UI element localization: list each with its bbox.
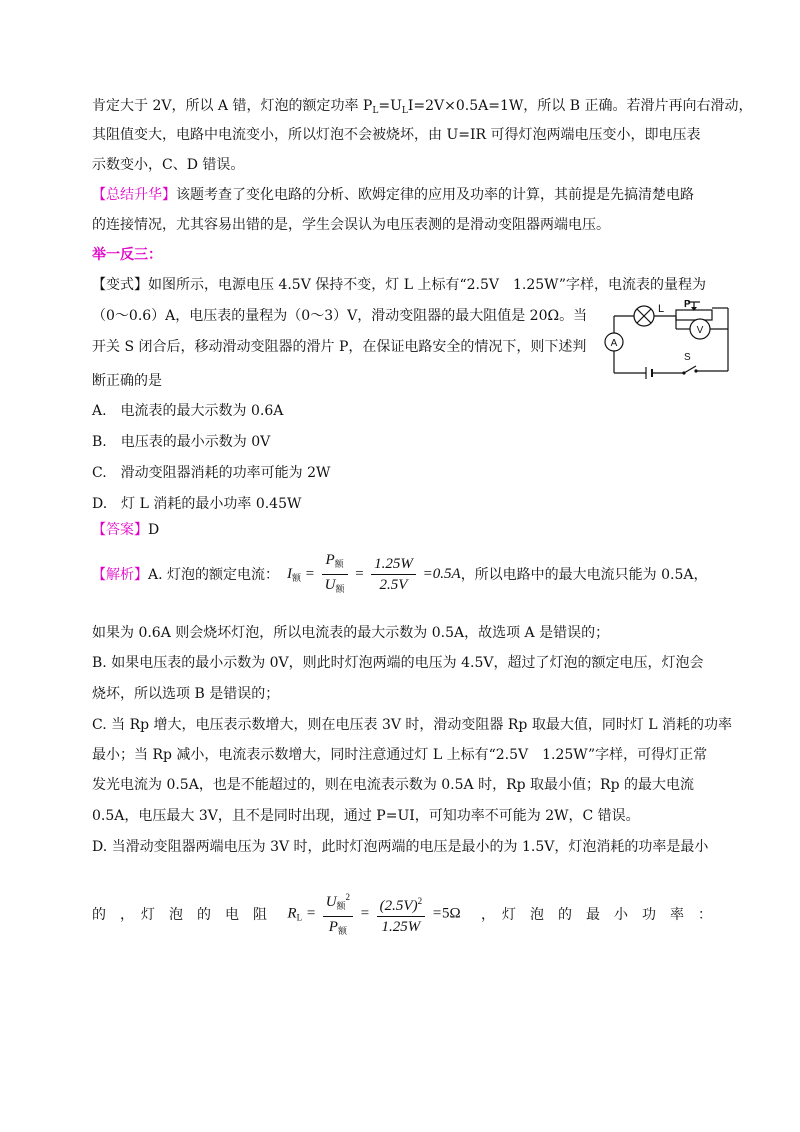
question-line: 开关 S 闭合后，移动滑动变阻器的滑片 P，在保证电路安全的情况下，则下述判 bbox=[92, 339, 587, 355]
analysis-a-line: 【解析】 A. 灯泡的额定电流： $I_额$ = $\frac{P_额}{U_额}$ = $\frac{1.25W}{2.5V}$ =0.5A ，所以电路中的最大电流只能为 0.5A， bbox=[92, 548, 708, 600]
lamp-symbol bbox=[634, 306, 654, 326]
question-line: 【变式】如图所示，电源电压 4.5V 保持不变，灯 L 上标有“2.5V 1.25W”字样，电流表的量程为 bbox=[92, 277, 706, 293]
text-line: 肯定大于 2V，所以 A 错，灯泡的额定功率 $P_L=U_LI=2V\times 0.5A=1W$，所以 B 正确。若滑片再向右滑动， bbox=[92, 98, 753, 116]
question-line: （0～0.6）A，电压表的量程为（0～3）V，滑动变阻器的最大阻值是 20Ω。当 bbox=[92, 308, 588, 324]
option-d: D. 灯 L 消耗的最小功率 0.45W bbox=[92, 496, 302, 512]
question-line: 断正确的是 bbox=[92, 373, 162, 389]
svg-text:A: A bbox=[610, 338, 618, 349]
text-line: 示数变小，C、D 错误。 bbox=[92, 157, 245, 173]
switch-label: S bbox=[684, 352, 691, 363]
analysis-line: 0.5A，电压最大 3V，且不是同时出现，通过 P=UI，可知功率不可能为 2W，C 错误。 bbox=[92, 808, 640, 824]
analysis-line: D. 当滑动变阻器两端电压为 3V 时，此时灯泡两端的电压是最小的为 1.5V，灯泡消耗的功率是最小 bbox=[92, 839, 709, 855]
circuit-diagram bbox=[600, 296, 740, 382]
svg-text:V: V bbox=[696, 325, 704, 336]
summary-line: 【总结升华】该题考查了变化电路的分析、欧姆定律的应用及功率的计算，其前提是先搞清楚电路 bbox=[92, 187, 694, 203]
answer-tag: 【答案】 bbox=[92, 522, 148, 538]
section-heading: 举一反三： bbox=[92, 247, 162, 263]
analysis-d-line: 的 ， 灯 泡 的 电 阻 $R_L$ = $\frac{U_额^2}{P_额}$ = $\frac{(2.5V)^2}{1.25W}$ =5Ω ， 灯 泡 的 最 小 功 率 ： bbox=[92, 888, 712, 940]
analysis-line: C. 当 Rp 增大，电压表示数增大，则在电压表 3V 时，滑动变阻器 Rp 取最大值，同时灯 L 消耗的功率 bbox=[92, 717, 733, 733]
analysis-line: 最小；当 Rp 减小，电流表示数增大，同时注意通过灯 L 上标有“2.5V 1.25W”字样，可得灯正常 bbox=[92, 747, 708, 763]
option-c: C. 滑动变阻器消耗的功率可能为 2W bbox=[92, 465, 331, 481]
summary-line: 的连接情况，尤其容易出错的是，学生会误认为电压表测的是滑动变阻器两端电压。 bbox=[92, 217, 610, 233]
formula-lamp-resistance: $R_L$ = $\frac{U_额^2}{P_额}$ = $\frac{(2.5V)^2}{1.25W}$ =5Ω bbox=[287, 888, 460, 940]
text-line: 其阻值变大，电路中电流变小，所以灯泡不会被烧坏，由 U=IR 可得灯泡两端电压变小，即电压表 bbox=[92, 127, 701, 143]
answer-value: D bbox=[148, 522, 160, 538]
formula-rated-current: $I_额$ = $\frac{P_额}{U_额}$ = $\frac{1.25W}{2.5V}$ =0.5A bbox=[287, 551, 461, 594]
analysis-tag: 【解析】 bbox=[92, 567, 148, 583]
lamp-label: L bbox=[658, 303, 665, 315]
answer-line bbox=[92, 520, 159, 540]
option-a: A. 电流表的最大示数为 0.6A bbox=[92, 403, 284, 419]
slider-label: P bbox=[684, 299, 691, 310]
summary-tag: 【总结升华】 bbox=[92, 187, 176, 203]
analysis-line: 如果为 0.6A 则会烧坏灯泡，所以电流表的最大示数为 0.5A，故选项 A 是错误的； bbox=[92, 625, 610, 641]
analysis-line: 烧坏，所以选项 B 是错误的； bbox=[92, 686, 280, 702]
option-b: B. 电压表的最小示数为 0V bbox=[92, 434, 271, 450]
analysis-line: B. 如果电压表的最小示数为 0V，则此时灯泡两端的电压为 4.5V，超过了灯泡的额定电压，灯泡会 bbox=[92, 655, 704, 671]
variant-tag: 【变式】 bbox=[92, 277, 148, 293]
voltmeter-symbol bbox=[690, 319, 710, 339]
ammeter-symbol bbox=[605, 333, 623, 351]
analysis-line: 发光电流为 0.5A，也是不能超过的，则在电流表示数为 0.5A 时，Rp 取最小值；Rp 的最大电流 bbox=[92, 777, 695, 793]
